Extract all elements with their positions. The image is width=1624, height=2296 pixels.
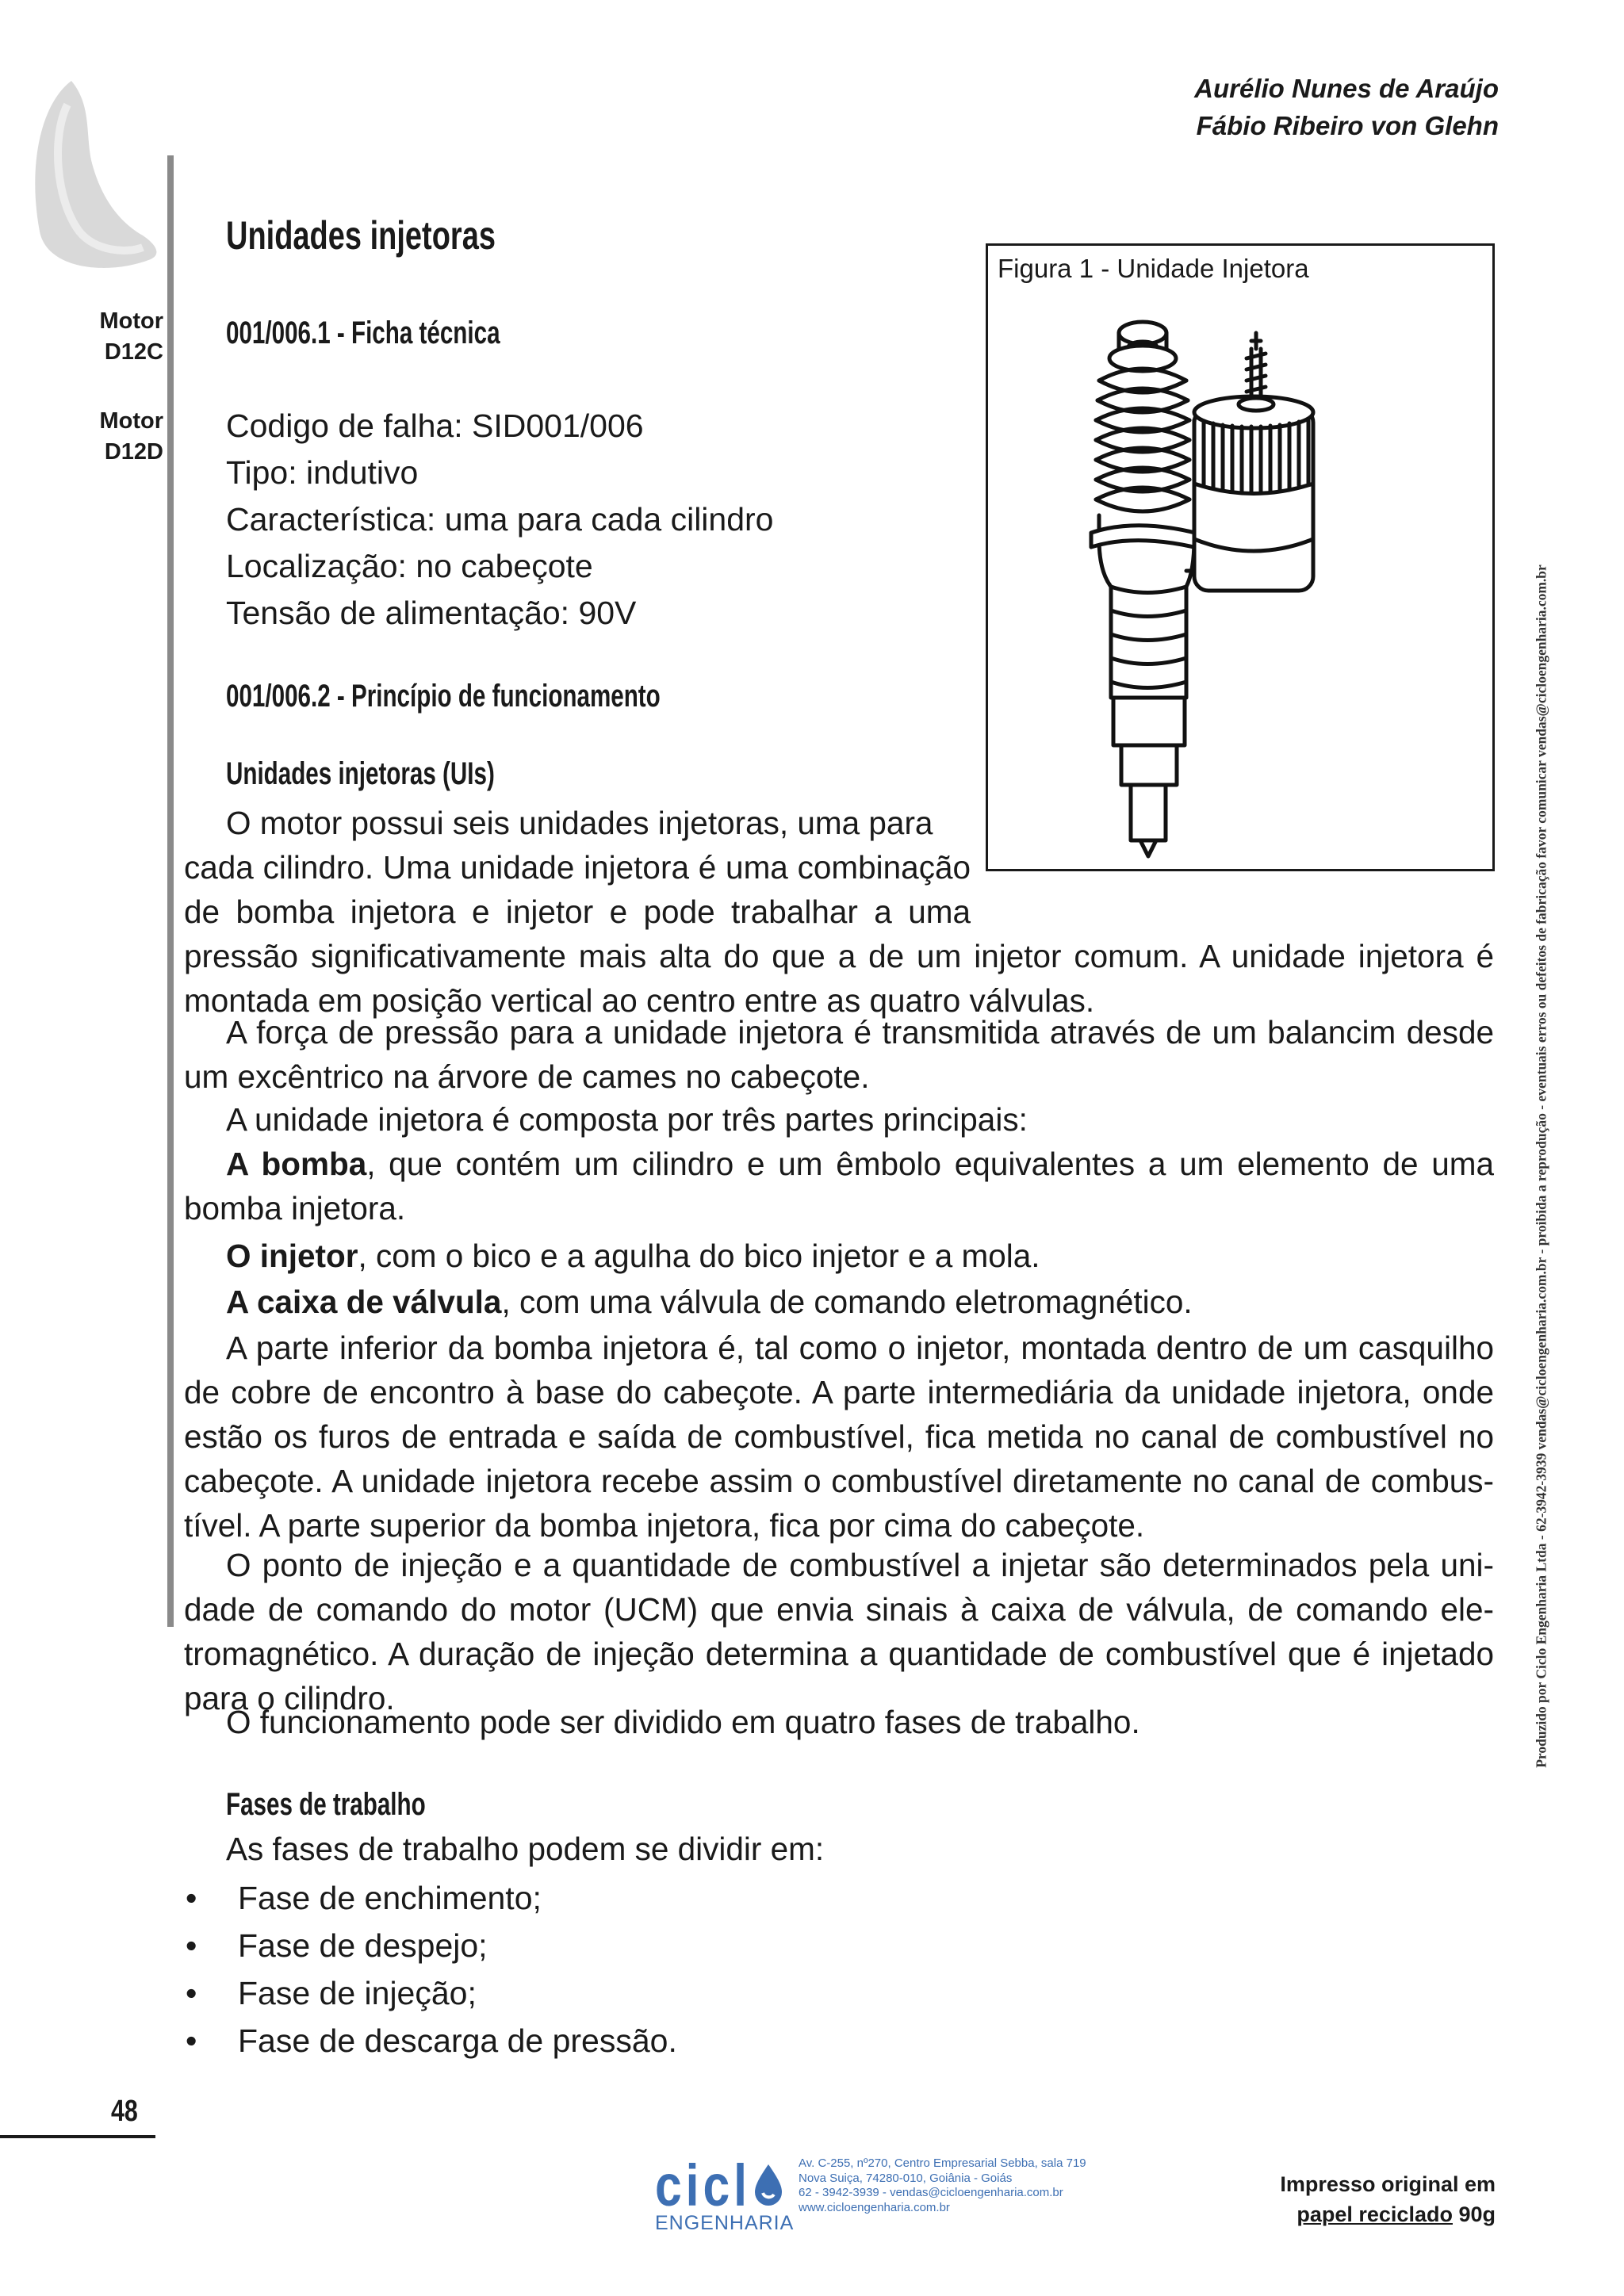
- authors: [1194, 70, 1499, 144]
- bullet: •: [186, 1975, 197, 2011]
- text-run: As fases de trabalho podem se dividir em:: [226, 1831, 825, 1867]
- paragraph-2: [184, 1010, 1494, 1099]
- section-heading-principio: 001/006.2 - Princípio de funcionamento: [226, 679, 661, 714]
- paragraph-line: [184, 845, 971, 890]
- printed-note: [1280, 2169, 1496, 2229]
- text-run: , com o bico e a agulha do bico injetor e a mola.: [358, 1238, 1040, 1274]
- text-run: cada cilindro. Uma unidade injetora é uma combinação: [184, 849, 971, 886]
- paragraph-line: pressão significativamente mais alta do que a de um injetor comum. A unidade injetora é montada em posição vertical ao centro entre as quatro válvulas.: [184, 938, 1494, 1019]
- text-run: A força de pressão para a unidade injetora é transmitida através de um balancim desde um excêntrico na árvore de cames no cabeçote.: [184, 1014, 1494, 1095]
- bullet: •: [186, 1880, 197, 1916]
- spec-item: Codigo de falha: SID001/006: [226, 408, 644, 444]
- ciclo-logo: [655, 2152, 795, 2239]
- list-item-text: Fase de injeção;: [238, 1975, 477, 2011]
- injector-unit-illustration: [1067, 301, 1408, 864]
- address-line: Nova Suiça, 74280-010, Goiânia - Goiás: [799, 2171, 1013, 2185]
- phases-intro: [184, 1827, 1494, 1871]
- paragraph-8: [184, 1543, 1494, 1720]
- text-run: O ponto de injeção e a quantidade de combustível a injetar são determinados pela uni-dade de comando do motor (UCM) que envia sinais à caixa de válvula, de comando ele-tromagnético. A duração de injeção determina a quantidade de combustível que é injetado para o cilindro.: [184, 1547, 1494, 1716]
- spec-item: Característica: uma para cada cilindro: [226, 501, 774, 538]
- paragraph-9: [184, 1700, 1494, 1744]
- author-2: Fábio Ribeiro von Glehn: [1196, 111, 1499, 140]
- logo-subtitle: ENGENHARIA: [655, 2212, 795, 2234]
- address-line: www.cicloengenharia.com.br: [799, 2200, 950, 2214]
- paragraph-1: [184, 801, 1494, 1023]
- section-heading-ficha: 001/006.1 - Ficha técnica: [226, 316, 500, 350]
- margin-rule: [167, 155, 174, 1627]
- side-text: Produzido por Ciclo Engenharia Ltda - 62-3942-3939 vendas@cicloengenharia.com.br - proibida a reprodução - eventuais erros ou defeitos de fabricação favor comunicar vendas@cicloengenharia.com.br: [1533, 564, 1549, 1768]
- text-run: , com uma válvula de comando eletromagnético.: [501, 1284, 1193, 1320]
- paragraph-6: [184, 1280, 1494, 1324]
- motor-label: Motor: [99, 308, 163, 334]
- list-item-text: Fase de despejo;: [238, 1927, 488, 1964]
- company-address: [799, 2156, 1086, 2215]
- page-number-rule: [0, 2135, 155, 2138]
- subsection-heading-uis: Unidades injetoras (UIs): [226, 756, 495, 791]
- address-line: Av. C-255, nº270, Centro Empresarial Sebba, sala 719: [799, 2156, 1086, 2170]
- text-run: , que contém um cilindro e um êmbolo equivalentes a um elemento de uma bomba injetora.: [184, 1146, 1494, 1226]
- page-title: Unidades injetoras: [226, 213, 496, 258]
- motor-tag-d12c: [63, 306, 163, 368]
- list-item: [184, 1969, 677, 2017]
- corner-logo-mark: [24, 73, 163, 283]
- motor-label: Motor: [99, 408, 163, 434]
- bold-term: O injetor: [226, 1238, 358, 1274]
- paragraph-4: [184, 1142, 1494, 1230]
- paragraph-line: [184, 890, 971, 934]
- motor-model: D12D: [104, 439, 163, 465]
- figure-injector-unit: [986, 243, 1495, 871]
- list-item-text: Fase de descarga de pressão.: [238, 2022, 677, 2059]
- spec-list: [226, 403, 773, 637]
- printed-underlined: papel reciclado: [1297, 2202, 1453, 2226]
- text-run: de bomba injetora e injetor e pode trabalhar a uma: [184, 894, 971, 930]
- figure-caption: Figura 1 - Unidade Injetora: [998, 254, 1309, 283]
- spec-item: Tipo: indutivo: [226, 454, 419, 491]
- page-number: 48: [111, 2095, 138, 2128]
- spec-item: Localização: no cabeçote: [226, 548, 593, 584]
- author-1: Aurélio Nunes de Araújo: [1194, 74, 1499, 103]
- printed-rest: 90g: [1452, 2202, 1496, 2226]
- paragraph-3: [184, 1097, 1494, 1142]
- logo-drop-icon: [752, 2163, 785, 2207]
- text-run: O motor possui seis unidades injetoras, uma para: [226, 805, 933, 841]
- bold-term: A bomba: [226, 1146, 367, 1182]
- text-run: O funcionamento pode ser dividido em quatro fases de trabalho.: [226, 1704, 1140, 1740]
- side-copyright-text: [1526, 560, 1557, 1773]
- bold-term: A caixa de válvula: [226, 1284, 502, 1320]
- text-run: A parte inferior da bomba injetora é, tal como o injetor, montada dentro de um casquilho de cobre de encontro à base do cabeçote. A parte intermediária da unidade injetora, onde estão os furos de entrada e saída de combustível, fica metida no canal de combustível no cabeçote. A unidade injetora recebe assim o combustível diretamente no canal de combus-tível. A parte superior da bomba injetora, fica por cima do cabeçote.: [184, 1330, 1494, 1544]
- subsection-heading-fases: Fases de trabalho: [226, 1787, 426, 1822]
- bullet: •: [186, 1927, 197, 1964]
- logo-wordmark: cicl: [655, 2152, 751, 2218]
- printed-line-2: [1280, 2199, 1496, 2229]
- address-line: 62 - 3942-3939 - vendas@cicloengenharia.com.br: [799, 2186, 1063, 2199]
- list-item: [184, 2017, 677, 2064]
- list-item: [184, 1922, 677, 1969]
- text-run: A unidade injetora é composta por três partes principais:: [226, 1101, 1028, 1138]
- spec-item: Tensão de alimentação: 90V: [226, 595, 637, 631]
- paragraph-5: [184, 1234, 1494, 1278]
- motor-model: D12C: [104, 339, 163, 365]
- printed-line-1: Impresso original em: [1280, 2172, 1496, 2196]
- list-item-text: Fase de enchimento;: [238, 1880, 542, 1916]
- paragraph-7: [184, 1326, 1494, 1548]
- bullet: •: [186, 2022, 197, 2059]
- list-item: [184, 1874, 677, 1922]
- motor-tag-d12d: [63, 406, 163, 468]
- paragraph-line: [184, 801, 971, 845]
- phases-list: [184, 1874, 677, 2064]
